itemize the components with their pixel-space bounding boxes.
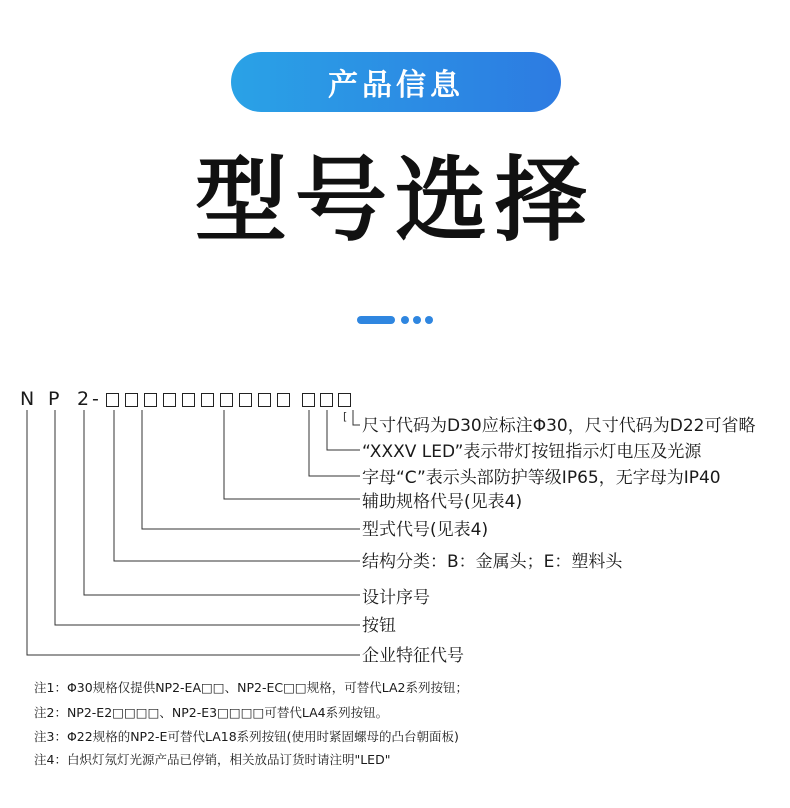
leader-line-protection	[309, 410, 360, 476]
code-box	[106, 393, 119, 407]
code-letter-p: P	[48, 388, 60, 410]
dot	[401, 316, 409, 324]
code-box	[302, 393, 315, 407]
code-box	[277, 393, 290, 407]
note-1: 注1：Φ30规格仅提供NP2-EA□□、NP2-EC□□规格，可替代LA2系列按钮；	[34, 680, 468, 695]
dot	[413, 316, 421, 324]
note-4: 注4：白炽灯氖灯光源产品已停销，相关放品订货时请注明"LED"	[34, 752, 391, 767]
leader-line-structure	[114, 410, 360, 561]
code-box	[258, 393, 271, 407]
dots-bar	[357, 316, 395, 324]
code-digit-2: 2	[77, 388, 90, 410]
label-auxiliary: 辅助规格代号(见表4)	[362, 492, 523, 512]
leader-line-design	[84, 410, 360, 595]
label-enterprise: 企业特征代号	[362, 646, 464, 666]
label-button: 按钮	[362, 616, 396, 636]
leader-line-size	[353, 410, 360, 425]
code-box	[338, 393, 351, 407]
label-type: 型式代号(见表4)	[362, 520, 489, 540]
page-title: 型号选择	[194, 147, 595, 254]
badge-label: 产品信息	[328, 68, 464, 103]
label-design: 设计序号	[362, 588, 430, 608]
code-box	[220, 393, 233, 407]
label-structure: 结构分类：B：金属头；E：塑料头	[362, 552, 623, 572]
note-2: 注2：NP2-E2□□□□、NP2-E3□□□□可替代LA4系列按钮。	[34, 705, 389, 720]
code-dash: -	[92, 388, 99, 410]
dot	[425, 316, 433, 324]
code-box	[163, 393, 176, 407]
code-box	[320, 393, 333, 407]
product-info-badge	[231, 52, 561, 112]
leader-line-button	[55, 410, 360, 625]
label-voltage: “XXXV LED”表示带灯按钮指示灯电压及光源	[362, 442, 702, 462]
note-3: 注3：Φ22规格的NP2-E可替代LA18系列按钮(使用时紧固螺母的凸台朝面板)	[34, 729, 459, 744]
leader-line-type	[142, 410, 360, 529]
label-size-code: 尺寸代码为D30应标注Φ30，尺寸代码为D22可省略	[362, 416, 756, 436]
leader-line-auxiliary	[224, 410, 360, 499]
code-box	[201, 393, 214, 407]
code-box	[182, 393, 195, 407]
label-protection: 字母“C”表示头部防护等级IP65，无字母为IP40	[362, 468, 721, 488]
leader-line-enterprise	[27, 410, 360, 655]
decorative-dots	[357, 316, 437, 324]
code-letter-n: N	[20, 388, 35, 410]
code-small-mark: [	[343, 410, 348, 423]
code-box	[144, 393, 157, 407]
code-box	[125, 393, 138, 407]
code-box	[239, 393, 252, 407]
